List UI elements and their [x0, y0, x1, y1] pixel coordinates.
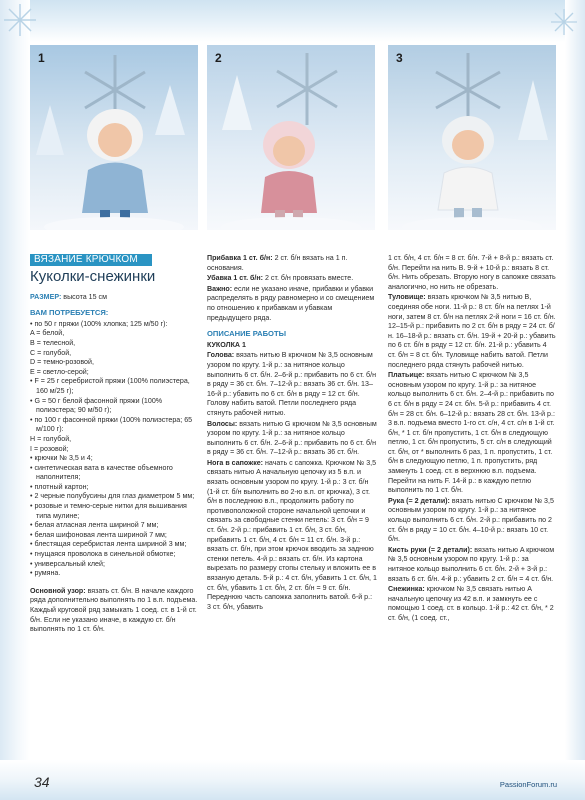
- decrease-note: Убавка 1 ст. б/н: 2 ст. б/н провязать вместе.: [207, 274, 354, 283]
- list-item: • F = 25 г серебристой пряжи (100% полиэстера, 160 м/25 г);: [30, 377, 190, 395]
- list-item: • румяна.: [30, 569, 61, 578]
- column-1: [30, 254, 198, 636]
- list-item: • гнущаяся проволока в синельной обмотке;: [30, 550, 176, 559]
- arm-instructions: Рука (= 2 детали): вязать нитью C крючком № 3,5 основным узором по кругу. 1-й р.: за нитяное кольцо выполнить 6 ст. б/н. 2-й р.: прибавить по 2 ст. б/н в ряду = 10 ст. б/н. 4–10-й р.: вязать 10 ст. б/н.: [388, 496, 554, 544]
- page-number: 34: [34, 774, 50, 790]
- materials-header: ВАМ ПОТРЕБУЕТСЯ:: [30, 308, 109, 318]
- materials-list: [30, 320, 198, 579]
- list-item: • синтетическая вата в качестве объемного наполнителя;: [30, 463, 173, 482]
- list-item: • универсальный клей;: [30, 559, 105, 568]
- hand-instructions: Кисть руки (= 2 детали): вязать нитью A крючком № 3,5 основным узором по кругу. 1-й р.: за нитяное кольцо выполнить 6 ст. б/н. 2-й + 3-й р.: вязать 6 ст. б/н. 4-й р.: убавить 2 ст. б/н = 4 ст. б/н.: [388, 545, 555, 583]
- torso-instructions: Туловище: вязать крючком № 3,5 нитью B, соединяя обе ноги. 11-й р.: 8 ст. б/н на петлях 1-й ноги, затем 8 ст. б/н на петлях 2-й ноги = 16 ст. б/н. 12–15-й р.: прибавить по 2 ст. б/н в ряду = 24 ст. б/н. 16–18-й р.: вязать ст. б/н. 19-й + 20-й р.: убавить по 6 ст. б/н в ряду = 12 ст. б/н. 21-й р.: убавить 4 ст. б/н = 8 ст. б/н. Туловище набить ватой. Петли последнего ряда стянуть рабочей нитью.: [388, 293, 556, 369]
- frost-left-border: [0, 0, 30, 800]
- list-item: • плотный картон;: [30, 482, 89, 491]
- frost-bottom-border: [0, 760, 585, 800]
- list-item: • по 50 г пряжи (100% хлопка; 125 м/50 г):: [30, 319, 168, 328]
- list-item: • белая атласная лента шириной 7 мм;: [30, 521, 159, 530]
- photo-doll-2: [207, 45, 375, 230]
- list-item: D = темно-розовой,: [30, 358, 94, 367]
- important-note: Важно: если не указано иначе, прибавки и убавки распределять в ряду равномерно и со смещением по отношению к прибавкам и убавкам предыдущего ряда.: [207, 284, 375, 322]
- leg-instructions: Нога в сапожке: начать с сапожка. Крючком № 3,5 связать нитью A начальную цепочку из 5 в.п. и вязать основным узором по кругу. 1-й р.: 3 ст. б/н (1-й ст. б/н выполнить во 2-ю в.п. от крючка), 3 ст. б/н в последнюю в.п., продолжить работу по противоположной стороне начальной цепочки и связать за свободные стенки петель: 3 ст. б/н = 9 ст. б/н. 2-й р.: прибавить 1 ст. б/н, 3 ст. б/н, прибавить 1 ст. б/н, 4 ст. б/н = 11 ст. б/н. 3-й р.: вязать ст. б/н, при этом крючок вводить за заднюю стенки петель. 4-й р.: вязать ст. б/н. Из картона вырезать по размеру стопы стельку и вложить ее в вязаную деталь. 5-й р.: 4 ст. б/н, убавить 1 ст. б/н, 1 ст. б/н, убавить 1 ст. б/н, 2 ст. б/н = 9 ст. б/н. Переднюю часть сапожка заполнить ватой. 6-й р.: 3 ст. б/н, убавить: [207, 458, 377, 611]
- list-item: • 2 черные полубусины для глаз диаметром 5 мм;: [30, 492, 195, 501]
- photo-number: 2: [215, 51, 222, 65]
- photo-number: 3: [396, 51, 403, 65]
- doll-header: КУКОЛКА 1: [207, 340, 246, 349]
- list-item: C = голубой,: [30, 348, 72, 357]
- list-item: B = телесной,: [30, 338, 76, 347]
- frost-right-border: [565, 0, 585, 800]
- photo-doll-1: [30, 45, 198, 230]
- list-item: • белая шифоновая лента шириной 7 мм;: [30, 530, 167, 539]
- basic-pattern: Основной узор: вязать ст. б/н. В начале каждого ряда дополнительно выполнять по 1 в.п. подъема. Каждый круговой ряд замыкать 1 соед. ст. в 1-й ст. б/н. Если не указано иначе, в каждую ст. б/н выполнять по 1 ст. б/н.: [30, 586, 198, 634]
- list-item: H = голубой,: [30, 434, 72, 443]
- list-item: • розовые и темно-серые нитки для вышивания типа мулине;: [30, 502, 187, 520]
- list-item: I = розовой;: [30, 444, 69, 453]
- column-2: [207, 254, 377, 613]
- list-item: • блестящая серебристая лента шириной 3 мм;: [30, 540, 187, 549]
- frost-top-border: [0, 0, 585, 42]
- increase-note: Прибавка 1 ст. б/н: 2 ст. б/н вязать на 1 п. основания.: [207, 254, 348, 272]
- hair-instructions: Волосы: вязать нитью G крючком № 3,5 основным узором по кругу. 1-й р.: за нитяное кольцо выполнить 6 ст. б/н. 2–6-й р.: прибавить по 6 ст. б/н в ряду = 36 ст. б/н. 7–12-й р.: вязать 36 ст. б/н.: [207, 419, 377, 457]
- dress-instructions: Платьице: вязать нитью C крючком № 3,5 основным узором по кругу. 1-й р.: за нитяное кольцо выполнить 6 ст. б/н. 2–4-й р.: прибавить по 6 ст. б/н в ряду = 24 ст. б/н. 5-й р.: прибавить 4 ст. б/н = 28 ст. б/н. 6–12-й р.: вязать 28 ст. б/н. 13-й р.: 3 в.п. подъема вместо 1-го ст. с/н, 4 ст. с/н в 1-й ст. б/н, * 1 ст. б/н пропустить, 1 ст. б/н в следующую петлю, 1 ст. б/н пропустить, 5 ст. с/н в следующий ст. б/н, от * выполнить 6 раз, 1 п. пропустить, 1 ст. б/н в следующую петлю, 1 п. пропустить, ряд замкнуть 1 соед. ст. в верхнюю в.п. подъема. Перейти на нить F. 14-й р.: в каждую петлю выполнить по 1 ст. б/н.: [388, 371, 555, 495]
- list-item: A = белой,: [30, 329, 65, 338]
- list-item: • G = 50 г белой фасонной пряжи (100% полиэстера; 90 м/50 г);: [30, 396, 163, 415]
- leg-continued: 1 ст. б/н, 4 ст. б/н = 8 ст. б/н. 7-й + 8-й р.: вязать ст. б/н. Перейти на нить B. 9-й + 10-й р.: вязать 8 ст. б/н. Нить обрезать. Вторую ногу в сапожке связать аналогично, но нить не обрезать.: [388, 254, 556, 291]
- head-instructions: Голова: вязать нитью B крючком № 3,5 основным узором по кругу. 1-й р.: за нитяное кольцо выполнить 6 ст. б/н. 2–6-й р.: прибавить по 6 ст. б/н в ряду = 36 ст. б/н. 7–12-й р.: вязать 36 ст. б/н. 13–16-й р.: убавить по 6 ст. б/н в ряду = 12 ст. б/н. Голову набить ватой. Петли последнего ряда стянуть рабочей нитью.: [207, 351, 376, 417]
- section-label: ВЯЗАНИЕ КРЮЧКОМ: [30, 254, 152, 266]
- list-item: • крючки № 3,5 и 4;: [30, 454, 93, 463]
- column-3: [388, 254, 556, 625]
- article-title: Куколки-снежинки: [30, 267, 156, 285]
- photo-doll-3: [388, 45, 556, 230]
- list-item: • по 100 г фасонной пряжи (100% полиэстера; 65 м/100 г):: [30, 415, 193, 434]
- snowflake-decoration-icon: [0, 0, 40, 40]
- description-header: ОПИСАНИЕ РАБОТЫ: [207, 329, 287, 339]
- size-line: РАЗМЕР: высота 15 см: [30, 292, 107, 301]
- list-item: E = светло-серой;: [30, 367, 89, 376]
- snowflake-instructions: Снежинка: крючком № 3,5 связать нитью A начальную цепочку из 42 в.п. и замкнуть ее с помощью 1 соед. ст. в кольцо. 1-й р.: 42 ст. б/н, * 2 ст. б/н, (1 соед. ст.,: [388, 585, 554, 622]
- snowflake-decoration-icon: [548, 6, 580, 38]
- photo-number: 1: [38, 51, 45, 65]
- watermark: PassionForum.ru: [499, 780, 557, 789]
